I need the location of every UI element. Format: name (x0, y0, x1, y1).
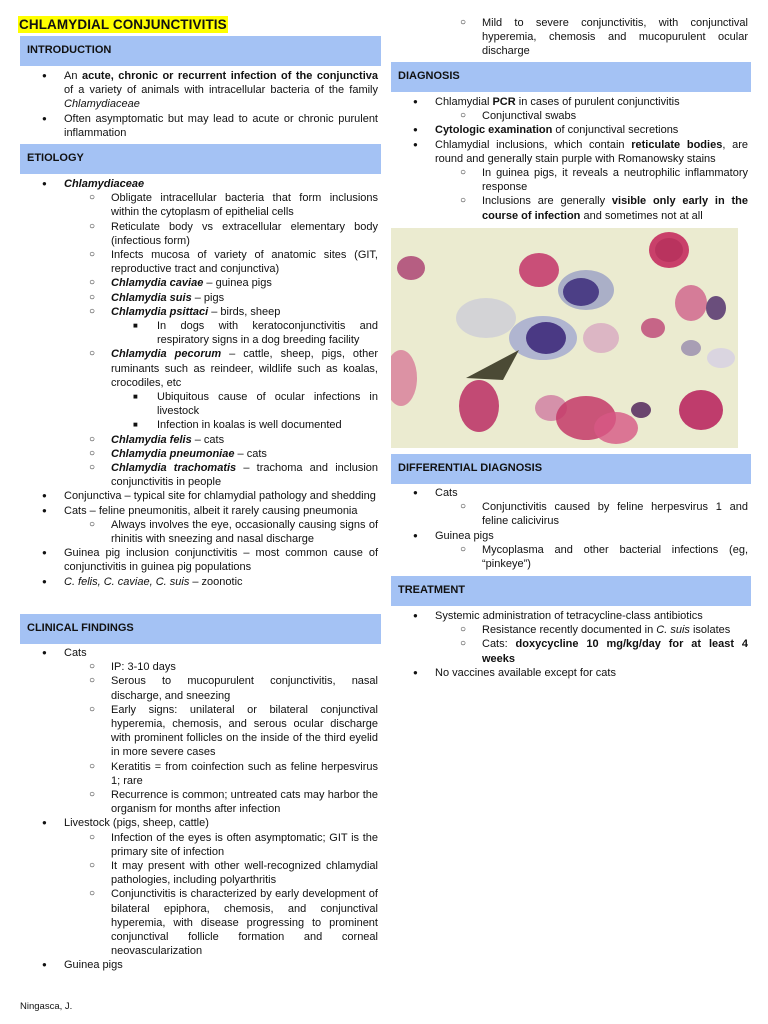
list-item: ○ Early signs: unilateral or bilateral conjunctival hyperemia, chemosis, and serous ocular discharge with prominent follicles on the inside of the third eyelid in more severe cases (20, 703, 378, 760)
section-header-etiology: ETIOLOGY (20, 144, 381, 174)
list-item: ○ Conjunctivitis caused by feline herpesvirus 1 and feline calicivirus (391, 500, 748, 528)
list-item: ■ In dogs with keratoconjunctivitis and respiratory signs in a dog breeding facility (20, 319, 378, 347)
page-title: CHLAMYDIAL CONJUNCTIVITIS (19, 17, 227, 32)
list-item: ○ Conjunctival swabs (391, 109, 748, 123)
list-item: ● An acute, chronic or recurrent infection of the conjunctiva of a variety of animals with intracellular bacteria of the family Chlamydiaceae (20, 69, 378, 112)
diagnosis-section (391, 95, 748, 223)
list-item: ■ Infection in koalas is well documented (20, 418, 378, 432)
list-item: ● Systemic administration of tetracycline-class antibiotics (391, 609, 748, 623)
list-item: ○ Chlamydia felis – cats (20, 433, 378, 447)
list-item: ● Guinea pigs (20, 958, 378, 972)
list-item: ● Often asymptomatic but may lead to acute or chronic purulent inflammation (20, 112, 378, 140)
list-item: ● Conjunctiva – typical site for chlamydial pathology and shedding (20, 489, 378, 503)
list-item: ○ IP: 3-10 days (20, 660, 378, 674)
list-item: ○ Resistance recently documented in C. suis isolates (391, 623, 748, 637)
list-item: ● Cats (391, 486, 748, 500)
differential-diagnosis-section (391, 486, 748, 571)
section-header-clinical-findings: CLINICAL FINDINGS (20, 614, 381, 644)
list-item: ○ Chlamydia psittaci – birds, sheep (20, 305, 378, 319)
introduction-section (20, 69, 378, 140)
list-item: ○ Always involves the eye, occasionally causing signs of rhinitis with sneezing and nasal discharge (20, 518, 378, 546)
cytology-micrograph (391, 228, 738, 448)
list-item: ○ Chlamydia suis – pigs (20, 291, 378, 305)
list-item: ○ Cats: doxycycline 10 mg/kg/day for at least 4 weeks (391, 637, 748, 665)
list-item: ○ Chlamydia pecorum – cattle, sheep, pigs, other ruminants such as reindeer, wildlife such as koalas, crocodiles, etc (20, 347, 378, 390)
treatment-section (391, 609, 748, 680)
list-item: ● Guinea pigs (391, 529, 748, 543)
list-item: ○ Inclusions are generally visible only early in the course of infection and sometimes not at all (391, 194, 748, 222)
list-item: ○ Mild to severe conjunctivitis, with conjunctival hyperemia, chemosis and mucopurulent ocular discharge (391, 16, 748, 59)
list-item: ● Chlamydiaceae (20, 177, 378, 191)
clinical-findings-section (20, 646, 378, 973)
list-item: ○ It may present with other well-recognized chlamydial pathologies, including polyarthritis (20, 859, 378, 887)
list-item: ○ Chlamydia caviae – guinea pigs (20, 276, 378, 290)
list-item: ○ Chlamydia trachomatis – trachoma and inclusion conjunctivitis in people (20, 461, 378, 489)
list-item: ○ Infects mucosa of variety of anatomic sites (GIT, reproductive tract and conjunctiva) (20, 248, 378, 276)
section-header-differential-diagnosis: DIFFERENTIAL DIAGNOSIS (391, 454, 751, 484)
author-footer: Ningasca, J. (20, 1001, 73, 1012)
list-item: ● Chlamydial inclusions, which contain reticulate bodies, are round and generally stain purple with Romanowsky stains (391, 138, 748, 166)
list-item: ● No vaccines available except for cats (391, 666, 748, 680)
list-item: ● Guinea pig inclusion conjunctivitis – most common cause of conjunctivitis in guinea pig populations (20, 546, 378, 574)
list-item: ○ Recurrence is common; untreated cats may harbor the organism for months after infection (20, 788, 378, 816)
etiology-section (20, 177, 378, 589)
list-item: ○ Obligate intracellular bacteria that form inclusions within the cytoplasm of epithelial cells (20, 191, 378, 219)
list-item: ■ Ubiquitous cause of ocular infections in livestock (20, 390, 378, 418)
list-item: ● Cytologic examination of conjunctival secretions (391, 123, 748, 137)
list-item: ○ Reticulate body vs extracellular elementary body (infectious form) (20, 220, 378, 248)
list-item: ● Cats – feline pneumonitis, albeit it rarely causing pneumonia (20, 504, 378, 518)
section-header-introduction: INTRODUCTION (20, 36, 381, 66)
list-item: ● Cats (20, 646, 378, 660)
list-item: ● C. felis, C. caviae, C. suis – zoonotic (20, 575, 378, 589)
clinical-findings-continued (391, 16, 748, 59)
list-item: ○ Mycoplasma and other bacterial infections (eg, “pinkeye”) (391, 543, 748, 571)
list-item: ● Chlamydial PCR in cases of purulent conjunctivitis (391, 95, 748, 109)
section-header-diagnosis: DIAGNOSIS (391, 62, 751, 92)
list-item: ○ Keratitis = from coinfection such as feline herpesvirus 1; rare (20, 760, 378, 788)
section-header-treatment: TREATMENT (391, 576, 751, 606)
list-item: ○ Infection of the eyes is often asymptomatic; GIT is the primary site of infection (20, 831, 378, 859)
list-item: ○ Serous to mucopurulent conjunctivitis, nasal discharge, and sneezing (20, 674, 378, 702)
list-item: ○ Conjunctivitis is characterized by early development of bilateral epiphora, chemosis, and conjunctival hyperemia, with disease progressing to prominent conjunctival follicle formation and corneal neovascularization (20, 887, 378, 958)
list-item: ● Livestock (pigs, sheep, cattle) (20, 816, 378, 830)
list-item: ○ In guinea pigs, it reveals a neutrophilic inflammatory response (391, 166, 748, 194)
list-item: ○ Chlamydia pneumoniae – cats (20, 447, 378, 461)
